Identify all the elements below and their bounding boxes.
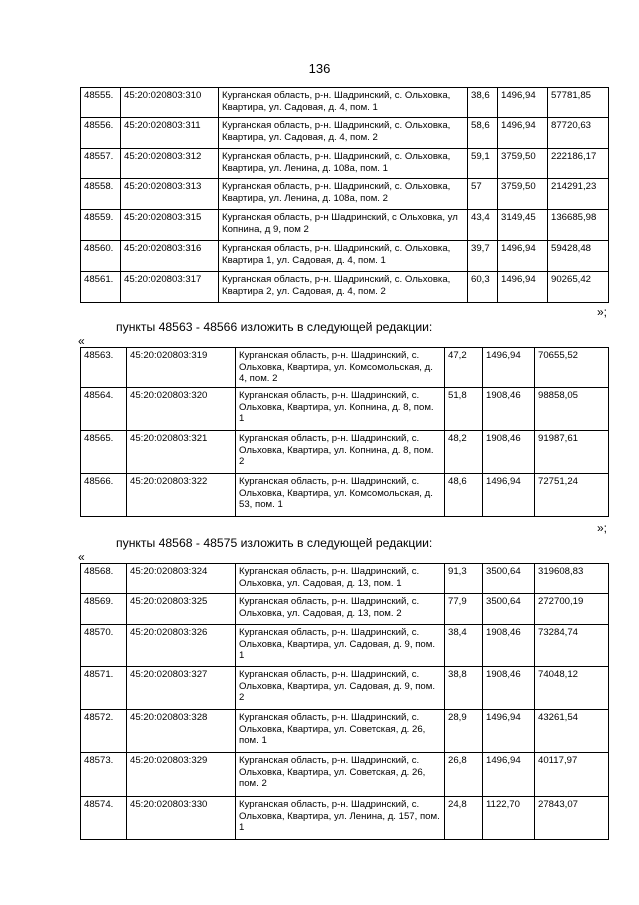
row-number-cell: 48557.: [81, 149, 121, 179]
cadastral-number-cell: 45:20:020803:320: [127, 388, 236, 431]
table-row: [81, 710, 609, 753]
property-table-3: [80, 563, 609, 840]
address-cell: Курганская область, р-н. Шадринский, с. Ольховка, Квартира, ул. Копнина, д. 8, пом. 1: [236, 388, 445, 431]
address-cell: Курганская область, р-н. Шадринский, с. Ольховка, Квартира, ул. Советская, д. 26, пом. 1: [236, 710, 445, 753]
total-value-cell: 70655,52: [535, 348, 609, 388]
area-cell: 38,4: [445, 625, 483, 667]
total-value-cell: 27843,07: [535, 797, 609, 840]
address-cell: Курганская область, р-н. Шадринский, с. Ольховка, Квартира, ул. Советская, д. 26, пом. 2: [236, 753, 445, 797]
cadastral-number-cell: 45:20:020803:310: [121, 88, 219, 118]
row-number-cell: 48564.: [81, 388, 127, 431]
property-table-1: [80, 87, 609, 303]
area-cell: 24,8: [445, 797, 483, 840]
property-table-2: [80, 347, 609, 517]
unit-price-cell: 3759,50: [498, 179, 548, 210]
total-value-cell: 90265,42: [548, 272, 609, 303]
table-row: [81, 118, 609, 149]
cadastral-number-cell: 45:20:020803:317: [121, 272, 219, 303]
area-cell: 51,8: [445, 388, 483, 431]
total-value-cell: 91987,61: [535, 431, 609, 474]
cadastral-number-cell: 45:20:020803:326: [127, 625, 236, 667]
amendment-paragraph: пункты 48568 - 48575 изложить в следующей редакции:: [116, 536, 433, 550]
address-cell: Курганская область, р-н Шадринский, с Ольховка, ул Копнина, д 9, пом 2: [219, 210, 468, 241]
row-number-cell: 48556.: [81, 118, 121, 149]
table-row: [81, 179, 609, 210]
unit-price-cell: 1122,70: [483, 797, 535, 840]
total-value-cell: 43261,54: [535, 710, 609, 753]
address-cell: Курганская область, р-н. Шадринский, с. Ольховка, Квартира, ул. Ленина, д. 108а, пом. 1: [219, 149, 468, 179]
cadastral-number-cell: 45:20:020803:311: [121, 118, 219, 149]
area-cell: 38,6: [468, 88, 498, 118]
address-cell: Курганская область, р-н. Шадринский, с. Ольховка, Квартира, ул. Копнина, д. 8, пом. 2: [236, 431, 445, 474]
address-cell: Курганская область, р-н. Шадринский, с. Ольховка, Квартира, ул. Комсомольская, д. 4, пом. 2: [236, 348, 445, 388]
table-row: [81, 797, 609, 840]
closing-quote: »;: [597, 521, 608, 535]
total-value-cell: 73284,74: [535, 625, 609, 667]
address-cell: Курганская область, р-н. Шадринский, с. Ольховка, Квартира, ул. Садовая, д. 9, пом. 1: [236, 625, 445, 667]
unit-price-cell: 1496,94: [483, 753, 535, 797]
unit-price-cell: 1908,46: [483, 431, 535, 474]
area-cell: 48,6: [445, 474, 483, 517]
address-cell: Курганская область, р-н. Шадринский, с. Ольховка, Квартира, ул. Комсомольская, д. 53, пом. 1: [236, 474, 445, 517]
area-cell: 43,4: [468, 210, 498, 241]
row-number-cell: 48571.: [81, 667, 127, 710]
cadastral-number-cell: 45:20:020803:322: [127, 474, 236, 517]
cadastral-number-cell: 45:20:020803:313: [121, 179, 219, 210]
area-cell: 91,3: [445, 564, 483, 594]
total-value-cell: 222186,17: [548, 149, 609, 179]
row-number-cell: 48569.: [81, 594, 127, 625]
address-cell: Курганская область, р-н. Шадринский, с. Ольховка, Квартира, ул. Садовая, д. 4, пом. 1: [219, 88, 468, 118]
table-row: [81, 564, 609, 594]
row-number-cell: 48561.: [81, 272, 121, 303]
unit-price-cell: 3149,45: [498, 210, 548, 241]
total-value-cell: 74048,12: [535, 667, 609, 710]
unit-price-cell: 1908,46: [483, 667, 535, 710]
unit-price-cell: 3500,64: [483, 594, 535, 625]
table-row: [81, 625, 609, 667]
opening-quote: «: [78, 334, 85, 348]
total-value-cell: 319608,83: [535, 564, 609, 594]
area-cell: 77,9: [445, 594, 483, 625]
total-value-cell: 87720,63: [548, 118, 609, 149]
cadastral-number-cell: 45:20:020803:325: [127, 594, 236, 625]
area-cell: 58,6: [468, 118, 498, 149]
address-cell: Курганская область, р-н. Шадринский, с. Ольховка, Квартира 1, ул. Садовая, д. 4, пом. 1: [219, 241, 468, 272]
row-number-cell: 48572.: [81, 710, 127, 753]
address-cell: Курганская область, р-н. Шадринский, с. Ольховка, Квартира, ул. Ленина, д. 108а, пом. 2: [219, 179, 468, 210]
cadastral-number-cell: 45:20:020803:324: [127, 564, 236, 594]
unit-price-cell: 1496,94: [483, 474, 535, 517]
cadastral-number-cell: 45:20:020803:312: [121, 149, 219, 179]
area-cell: 47,2: [445, 348, 483, 388]
unit-price-cell: 3759,50: [498, 149, 548, 179]
address-cell: Курганская область, р-н. Шадринский, с. Ольховка, Квартира, ул. Садовая, д. 9, пом. 2: [236, 667, 445, 710]
row-number-cell: 48570.: [81, 625, 127, 667]
address-cell: Курганская область, р-н. Шадринский, с. Ольховка, Квартира, ул. Ленина, д. 157, пом. 1: [236, 797, 445, 840]
row-number-cell: 48573.: [81, 753, 127, 797]
total-value-cell: 214291,23: [548, 179, 609, 210]
cadastral-number-cell: 45:20:020803:321: [127, 431, 236, 474]
total-value-cell: 272700,19: [535, 594, 609, 625]
table-row: [81, 388, 609, 431]
address-cell: Курганская область, р-н. Шадринский, с. Ольховка, ул. Садовая, д. 13, пом. 1: [236, 564, 445, 594]
unit-price-cell: 1908,46: [483, 388, 535, 431]
total-value-cell: 136685,98: [548, 210, 609, 241]
table-row: [81, 594, 609, 625]
row-number-cell: 48574.: [81, 797, 127, 840]
area-cell: 57: [468, 179, 498, 210]
row-number-cell: 48563.: [81, 348, 127, 388]
unit-price-cell: 1496,94: [498, 118, 548, 149]
table-row: [81, 753, 609, 797]
amendment-paragraph: пункты 48563 - 48566 изложить в следующей редакции:: [116, 320, 433, 334]
address-cell: Курганская область, р-н. Шадринский, с. Ольховка, ул. Садовая, д. 13, пом. 2: [236, 594, 445, 625]
row-number-cell: 48560.: [81, 241, 121, 272]
table-row: [81, 431, 609, 474]
total-value-cell: 40117,97: [535, 753, 609, 797]
area-cell: 39,7: [468, 241, 498, 272]
cadastral-number-cell: 45:20:020803:315: [121, 210, 219, 241]
cadastral-number-cell: 45:20:020803:319: [127, 348, 236, 388]
row-number-cell: 48558.: [81, 179, 121, 210]
area-cell: 48,2: [445, 431, 483, 474]
cadastral-number-cell: 45:20:020803:328: [127, 710, 236, 753]
cadastral-number-cell: 45:20:020803:316: [121, 241, 219, 272]
address-cell: Курганская область, р-н. Шадринский, с. Ольховка, Квартира 2, ул. Садовая, д. 4, пом. 2: [219, 272, 468, 303]
area-cell: 38,8: [445, 667, 483, 710]
unit-price-cell: 1496,94: [498, 272, 548, 303]
row-number-cell: 48566.: [81, 474, 127, 517]
table-row: [81, 348, 609, 388]
table-row: [81, 667, 609, 710]
unit-price-cell: 1496,94: [483, 348, 535, 388]
total-value-cell: 57781,85: [548, 88, 609, 118]
table-row: [81, 210, 609, 241]
cadastral-number-cell: 45:20:020803:329: [127, 753, 236, 797]
table-row: [81, 88, 609, 118]
cadastral-number-cell: 45:20:020803:330: [127, 797, 236, 840]
table-row: [81, 241, 609, 272]
area-cell: 60,3: [468, 272, 498, 303]
table-row: [81, 272, 609, 303]
table-row: [81, 149, 609, 179]
unit-price-cell: 3500,64: [483, 564, 535, 594]
closing-quote: »;: [597, 305, 608, 319]
address-cell: Курганская область, р-н. Шадринский, с. Ольховка, Квартира, ул. Садовая, д. 4, пом. 2: [219, 118, 468, 149]
area-cell: 26,8: [445, 753, 483, 797]
unit-price-cell: 1496,94: [483, 710, 535, 753]
row-number-cell: 48555.: [81, 88, 121, 118]
row-number-cell: 48568.: [81, 564, 127, 594]
opening-quote: «: [78, 550, 85, 564]
unit-price-cell: 1496,94: [498, 88, 548, 118]
row-number-cell: 48559.: [81, 210, 121, 241]
table-row: [81, 474, 609, 517]
area-cell: 59,1: [468, 149, 498, 179]
row-number-cell: 48565.: [81, 431, 127, 474]
cadastral-number-cell: 45:20:020803:327: [127, 667, 236, 710]
page-number: 136: [308, 61, 331, 76]
unit-price-cell: 1908,46: [483, 625, 535, 667]
area-cell: 28,9: [445, 710, 483, 753]
total-value-cell: 98858,05: [535, 388, 609, 431]
unit-price-cell: 1496,94: [498, 241, 548, 272]
total-value-cell: 59428,48: [548, 241, 609, 272]
total-value-cell: 72751,24: [535, 474, 609, 517]
